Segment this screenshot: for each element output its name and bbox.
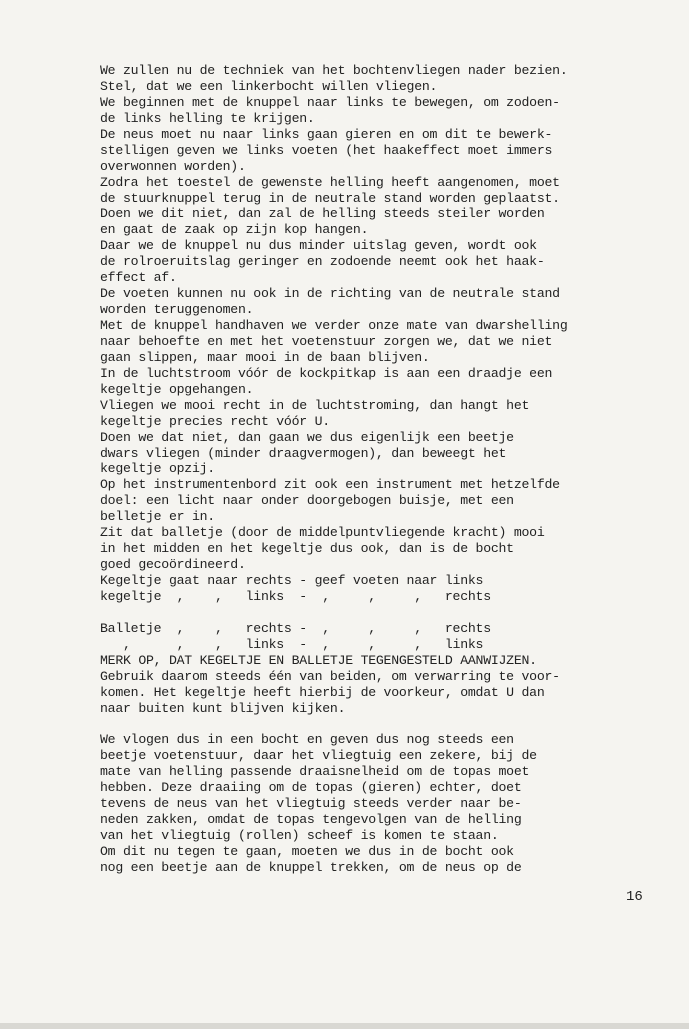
text-line: Zodra het toestel de gewenste helling heeft aangenomen, moet — [100, 174, 560, 190]
text-line: neden zakken, omdat de topas tengevolgen van de helling — [100, 812, 522, 828]
text-line: kegeltje , , links - , , , rechts — [100, 588, 491, 604]
text-line: stelligen geven we links voeten (het haakeffect moet immers — [100, 142, 553, 158]
text-line: de rolroeruitslag geringer en zodoende neemt ook het haak- — [100, 254, 545, 270]
text-line: overwonnen worden). — [100, 158, 246, 174]
text-line: naar behoefte en met het voetenstuur zorgen we, dat we niet — [100, 333, 553, 349]
text-line: Gebruik daarom steeds één van beiden, om verwarring te voor- — [100, 668, 560, 684]
text-line: Daar we de knuppel nu dus minder uitslag geven, wordt ook — [100, 238, 537, 254]
text-line: We zullen nu de techniek van het bochtenvliegen nader bezien. — [100, 63, 568, 78]
text-line: Doen we dat niet, dan gaan we dus eigenlijk een beetje — [100, 429, 514, 445]
text-line: van het vliegtuig (rollen) scheef is komen te staan. — [100, 828, 499, 843]
text-line: nog een beetje aan de knuppel trekken, om de neus op de — [100, 859, 522, 875]
text-line: Om dit nu tegen te gaan, moeten we dus in de bocht ook — [100, 843, 514, 859]
text-line: MERK OP, DAT KEGELTJE EN BALLETJE TEGENGESTELD AANWIJZEN. — [100, 652, 537, 668]
text-line — [100, 605, 660, 621]
text-line: De voeten kunnen nu ook in de richting van de neutrale stand — [100, 286, 560, 302]
text-line: In de luchtstroom vóór de kockpitkap is aan een draadje een — [100, 365, 553, 381]
text-line: goed gecoördineerd. — [100, 557, 246, 573]
page-bottom-edge — [0, 1023, 689, 1029]
text-line: kegeltje opzij. — [100, 461, 215, 477]
text-line: tevens de neus van het vliegtuig steeds verder naar be- — [100, 796, 522, 812]
page-number: 16 — [626, 889, 643, 905]
text-line: Stel, dat we een linkerbocht willen vliegen. — [100, 78, 438, 94]
text-line: Vliegen we mooi recht in de luchtstroming, dan hangt het — [100, 397, 530, 413]
text-line — [100, 716, 660, 732]
text-line: en gaat de zaak op zijn kop hangen. — [100, 222, 369, 238]
text-line: hebben. Deze draaiing om de topas (gieren) echter, doet — [100, 780, 522, 796]
text-line: Zit dat balletje (door de middelpuntvliegende kracht) mooi — [100, 525, 545, 541]
text-line: naar buiten kunt blijven kijken. — [100, 700, 346, 716]
text-line: de stuurknuppel terug in de neutrale stand worden geplaatst. — [100, 190, 560, 206]
text-line: de links helling te krijgen. — [100, 110, 315, 126]
text-line: De neus moet nu naar links gaan gieren en om dit te bewerk- — [100, 126, 553, 142]
text-line: mate van helling passende draaisnelheid om de topas moet — [100, 764, 530, 780]
text-line: Balletje , , rechts - , , , rechts — [100, 620, 491, 636]
text-line: dwars vliegen (minder draagvermogen), dan beweegt het — [100, 445, 507, 461]
text-line: beetje voetenstuur, daar het vliegtuig een zekere, bij de — [100, 748, 537, 764]
text-line: We beginnen met de knuppel naar links te bewegen, om zodoen- — [100, 94, 560, 110]
text-line: komen. Het kegeltje heeft hierbij de voorkeur, omdat U dan — [100, 684, 545, 700]
text-line: , , , links - , , , links — [100, 636, 484, 652]
body-text — [100, 63, 660, 876]
text-line: doel: een licht naar onder doorgebogen buisje, met een — [100, 493, 514, 509]
text-line: belletje er in. — [100, 509, 215, 525]
text-line: We vlogen dus in een bocht en geven dus nog steeds een — [100, 732, 514, 748]
text-line: Doen we dit niet, dan zal de helling steeds steiler worden — [100, 206, 545, 222]
text-line: gaan slippen, maar mooi in de baan blijven. — [100, 349, 430, 365]
text-line: effect af. — [100, 270, 177, 286]
text-line: in het midden en het kegeltje dus ook, dan is de bocht — [100, 541, 514, 557]
text-line: kegeltje opgehangen. — [100, 381, 254, 397]
text-line: kegeltje precies recht vóór U. — [100, 413, 330, 429]
text-line: Met de knuppel handhaven we verder onze mate van dwarshelling — [100, 318, 568, 333]
text-line: worden teruggenomen. — [100, 302, 254, 318]
text-line: Op het instrumentenbord zit ook een instrument met hetzelfde — [100, 477, 560, 493]
text-line: Kegeltje gaat naar rechts - geef voeten naar links — [100, 573, 484, 588]
